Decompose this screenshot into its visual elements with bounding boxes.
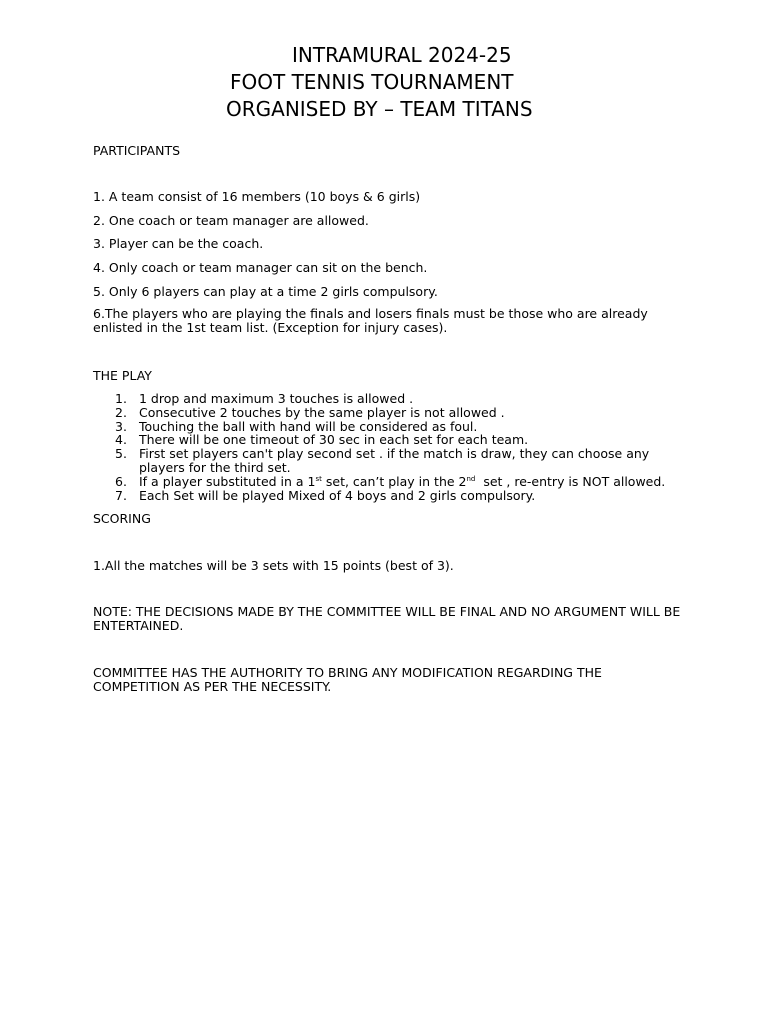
list-item-text: First set players can't play second set . if the match is draw, they can choose any players for the third set. xyxy=(139,446,650,475)
ordinal-suffix: nd xyxy=(466,474,476,483)
participants-rule-6: 6.The players who are playing the finals and losers finals must be those who are already enlisted in the 1st team list. (Exception for injury cases). xyxy=(93,306,648,335)
title-line-2: FOOT TENNIS TOURNAMENT xyxy=(230,70,514,94)
list-item xyxy=(93,406,683,420)
scoring-rule: 1.All the matches will be 3 sets with 15 points (best of 3). xyxy=(93,558,454,573)
list-item-number: 6. xyxy=(115,473,127,489)
title-line-1: INTRAMURAL 2024-25 xyxy=(292,43,512,67)
list-item-text: There will be one timeout of 30 sec in each set for each team. xyxy=(139,432,529,448)
participants-rule-4: 4. Only coach or team manager can sit on the bench. xyxy=(93,260,428,275)
list-item-text: 1 drop and maximum 3 touches is allowed . xyxy=(139,391,414,406)
list-item xyxy=(93,475,683,489)
list-item-text: Touching the ball with hand will be considered as foul. xyxy=(139,418,478,434)
list-item-number: 1. xyxy=(115,391,127,406)
ordinal-suffix: st xyxy=(315,474,322,483)
scoring-heading: SCORING xyxy=(93,511,151,526)
document-title xyxy=(0,42,768,123)
text-part: set , re-entry is NOT allowed. xyxy=(475,473,666,489)
note-paragraph: NOTE: THE DECISIONS MADE BY THE COMMITTEE WILL BE FINAL AND NO ARGUMENT WILL BE ENTERTAINED. xyxy=(93,604,681,633)
list-item xyxy=(93,433,683,447)
list-item xyxy=(93,392,683,406)
text-part: If a player substituted in a 1 xyxy=(139,473,316,489)
list-item xyxy=(93,420,683,434)
list-item-number: 7. xyxy=(115,487,127,503)
participants-rule-5: 5. Only 6 players can play at a time 2 girls compulsory. xyxy=(93,284,438,299)
play-heading: THE PLAY xyxy=(93,368,152,383)
list-item xyxy=(93,489,683,503)
participants-rule-3: 3. Player can be the coach. xyxy=(93,236,264,251)
participants-rule-1: 1. A team consist of 16 members (10 boys & 6 girls) xyxy=(93,189,421,204)
list-item-number: 3. xyxy=(115,418,127,434)
play-rules-list xyxy=(93,392,683,502)
list-item-number: 4. xyxy=(115,432,127,448)
text-part: set, can’t play in the 2 xyxy=(321,473,467,489)
list-item-number: 2. xyxy=(115,404,127,420)
committee-paragraph: COMMITTEE HAS THE AUTHORITY TO BRING ANY MODIFICATION REGARDING THE COMPETITION AS PER THE NECESSITY. xyxy=(93,665,602,694)
title-line-3: ORGANISED BY – TEAM TITANS xyxy=(226,97,533,121)
list-item-text: Consecutive 2 touches by the same player is not allowed . xyxy=(139,404,505,420)
list-item-text xyxy=(139,474,665,489)
list-item-number: 5. xyxy=(115,446,127,462)
participants-heading: PARTICIPANTS xyxy=(93,143,181,158)
list-item-text: Each Set will be played Mixed of 4 boys and 2 girls compulsory. xyxy=(139,487,536,503)
participants-rule-2: 2. One coach or team manager are allowed. xyxy=(93,213,369,228)
list-item xyxy=(93,447,683,475)
